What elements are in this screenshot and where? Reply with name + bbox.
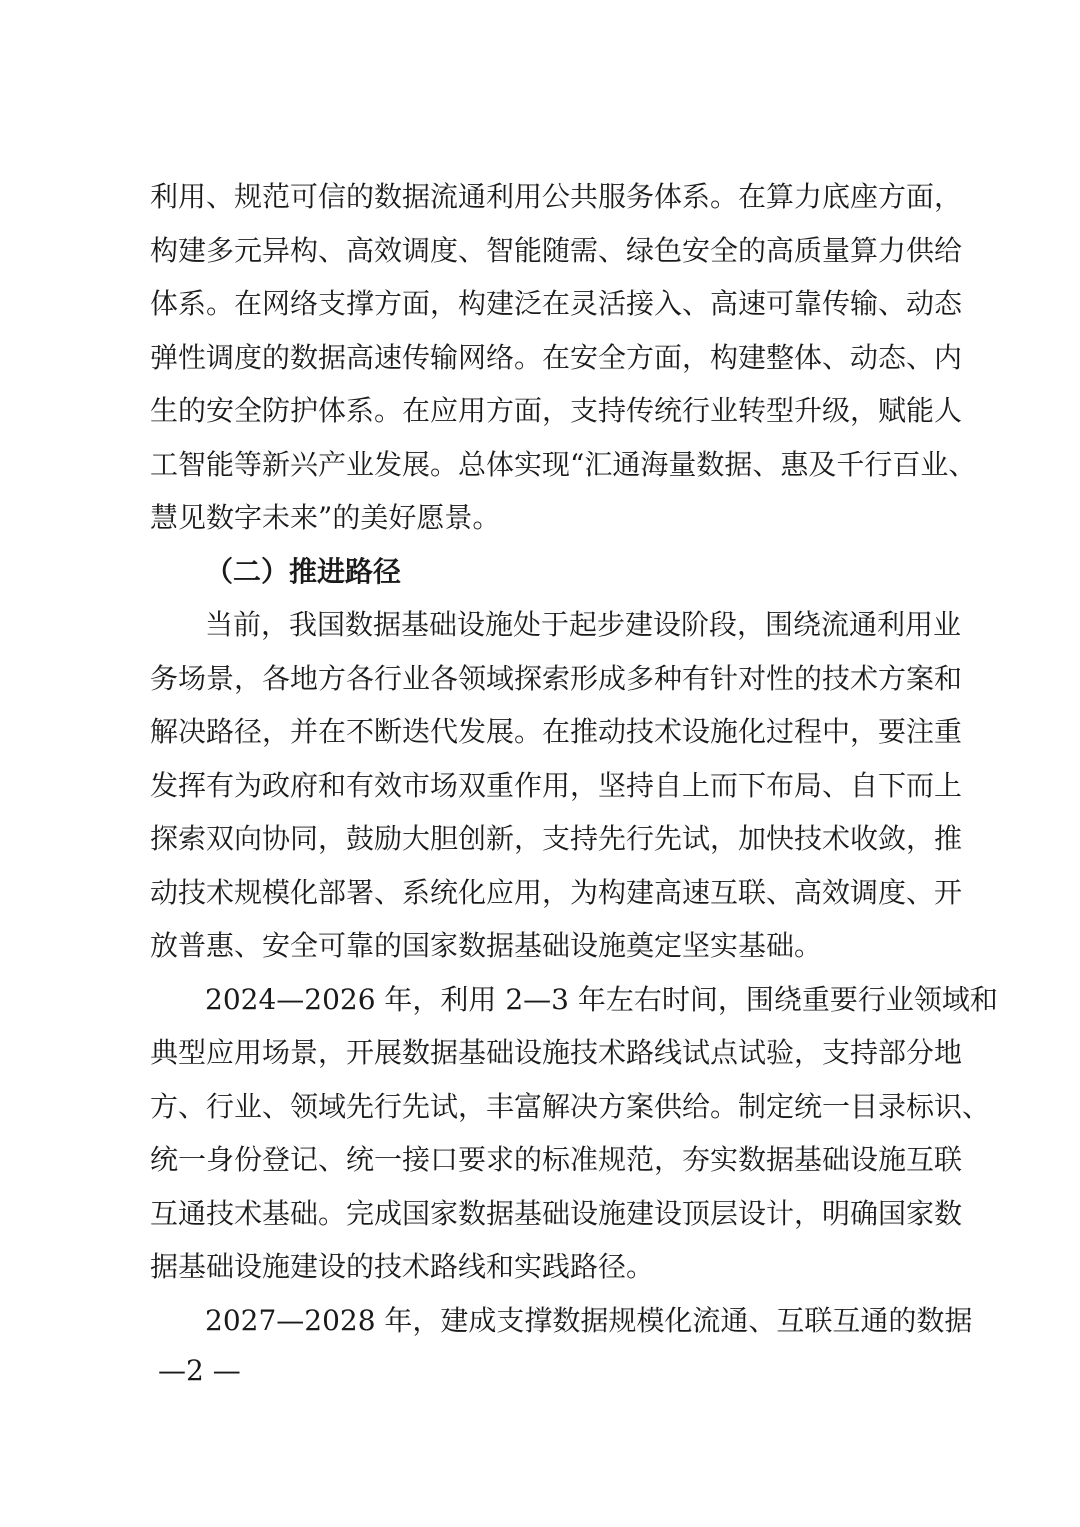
- paragraph-line: 体系。在网络支撑方面，构建泛在灵活接入、高速可靠传输、动态: [150, 287, 963, 320]
- paragraph-line: 生的安全防护体系。在应用方面，支持传统行业转型升级，赋能人: [150, 394, 963, 427]
- paragraph-line: 慧见数字未来”的美好愿景。: [150, 501, 501, 534]
- paragraph-line: 统一身份登记、统一接口要求的标准规范，夯实数据基础设施互联: [150, 1143, 963, 1176]
- paragraph-line: 典型应用场景，开展数据基础设施技术路线试点试验，支持部分地: [150, 1036, 963, 1069]
- paragraph-line: 发挥有为政府和有效市场双重作用，坚持自上而下布局、自下而上: [150, 769, 963, 802]
- paragraph-line: 据基础设施建设的技术路线和实践路径。: [150, 1250, 655, 1283]
- paragraph-line: 方、行业、领域先行先试，丰富解决方案供给。制定统一目录标识、: [150, 1090, 991, 1123]
- paragraph-line: 2027—2028 年，建成支撑数据规模化流通、互联互通的数据: [205, 1304, 973, 1337]
- paragraph-line: 构建多元异构、高效调度、智能随需、绿色安全的高质量算力供给: [150, 234, 963, 267]
- paragraph-line: 动技术规模化部署、系统化应用，为构建高速互联、高效调度、开: [150, 876, 963, 909]
- section-heading: （二）推进路径: [205, 555, 402, 588]
- paragraph-line: 当前，我国数据基础设施处于起步建设阶段，围绕流通利用业: [205, 608, 962, 641]
- paragraph-line: 解决路径，并在不断迭代发展。在推动技术设施化过程中，要注重: [150, 715, 963, 748]
- paragraph-line: 务场景，各地方各行业各领域探索形成多种有针对性的技术方案和: [150, 662, 963, 695]
- paragraph-line: 互通技术基础。完成国家数据基础设施建设顶层设计，明确国家数: [150, 1197, 963, 1230]
- paragraph-line: 利用、规范可信的数据流通利用公共服务体系。在算力底座方面，: [150, 180, 963, 213]
- paragraph-line: 工智能等新兴产业发展。总体实现“汇通海量数据、惠及千行百业、: [150, 448, 977, 481]
- paragraph-line: 放普惠、安全可靠的国家数据基础设施奠定坚实基础。: [150, 929, 823, 962]
- page-number: —2 —: [158, 1354, 241, 1387]
- paragraph-line: 弹性调度的数据高速传输网络。在安全方面，构建整体、动态、内: [150, 341, 963, 374]
- paragraph-line: 探索双向协同，鼓励大胆创新，支持先行先试，加快技术收敛，推: [150, 822, 963, 855]
- paragraph-line: 2024—2026 年，利用 2—3 年左右时间，围绕重要行业领域和: [205, 983, 998, 1016]
